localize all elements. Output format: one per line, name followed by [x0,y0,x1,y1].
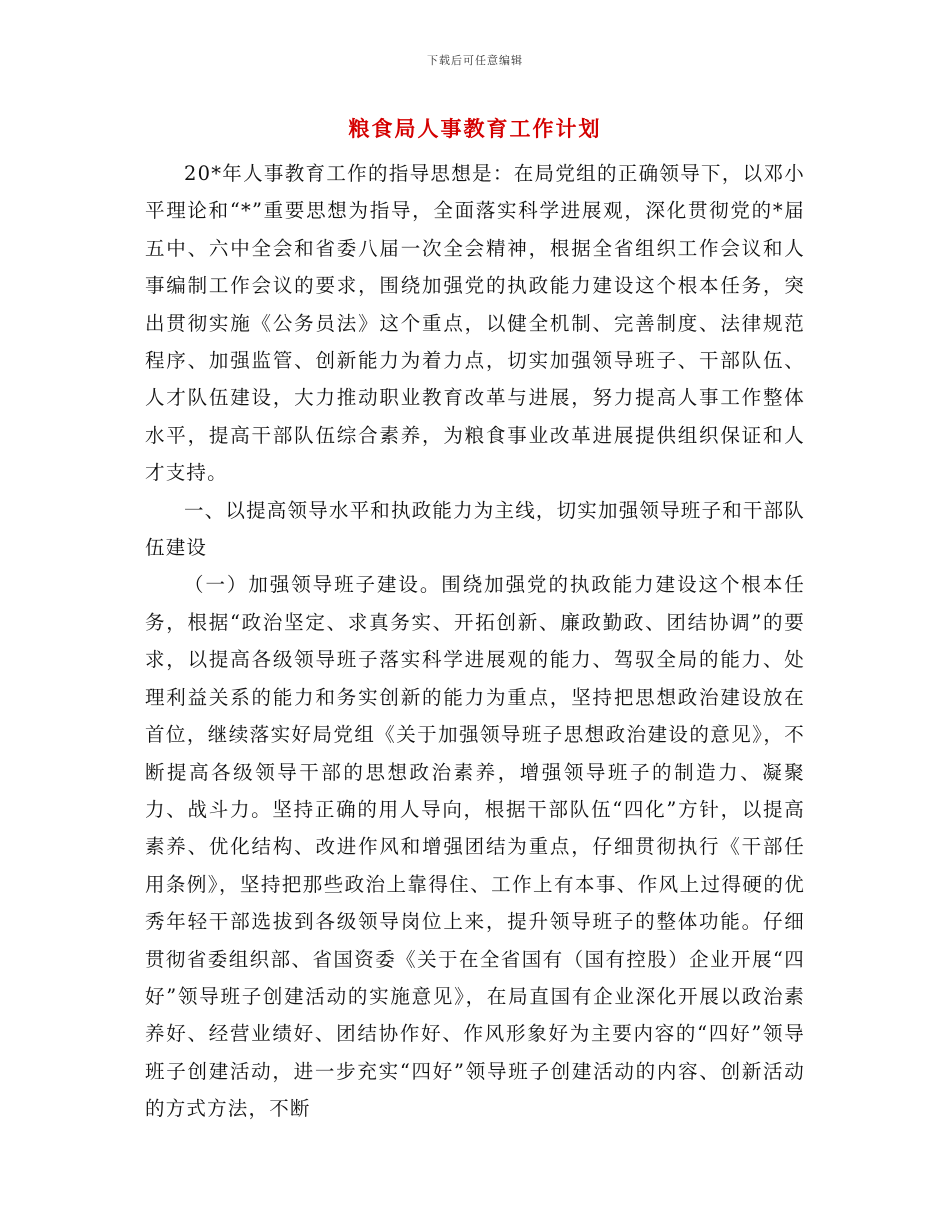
document-title: 粮食局人事教育工作计划 [348,117,602,141]
header-note: 下载后可任意编辑 [427,54,523,67]
document-body [145,155,805,1128]
paragraph-guiding-ideology: 20*年人事教育工作的指导思想是：在局党组的正确领导下，以邓小平理论和“*”重要思想为指导，全面落实科学进展观，深化贯彻党的*届五中、六中全会和省委八届一次全会精神，根据全省组织工作会议和人事编制工作会议的要求，围绕加强党的执政能力建设这个根本任务，突出贯彻实施《公务员法》这个重点，以健全机制、完善制度、法律规范程序、加强监管、创新能力为着力点，切实加强领导班子、干部队伍、人才队伍建设，大力推动职业教育改革与进展，努力提高人事工作整体水平，提高干部队伍综合素养，为粮食事业改革进展提供组织保证和人才支持。 [145,162,805,485]
paragraph-leadership-building: （一）加强领导班子建设。围绕加强党的执政能力建设这个根本任务，根据“政治坚定、求真务实、开拓创新、廉政勤政、团结协调”的要求，以提高各级领导班子落实科学进展观的能力、驾驭全局的能力、处理利益关系的能力和务实创新的能力为重点，坚持把思想政治建设放在首位，继续落实好局党组《关于加强领导班子思想政治建设的意见》，不断提高各级领导干部的思想政治素养，增强领导班子的制造力、凝聚力、战斗力。坚持正确的用人导向，根据干部队伍“四化”方针，以提高素养、优化结构、改进作风和增强团结为重点，仔细贯彻执行《干部任用条例》，坚持把那些政治上靠得住、工作上有本事、作风上过得硬的优秀年轻干部选拔到各级领导岗位上来，提升领导班子的整体功能。仔细贯彻省委组织部、省国资委《关于在全省国有（国有控股）企业开展“四好”领导班子创建活动的实施意见》，在局直国有企业深化开展以政治素养好、经营业绩好、团结协作好、作风形象好为主要内容的“四好”领导班子创建活动，进一步充实“四好”领导班子创建活动的内容、创新活动的方式方法，不断 [145,573,805,1121]
paragraph-section-one-heading: 一、以提高领导水平和执政能力为主线，切实加强领导班子和干部队伍建设 [145,498,806,560]
